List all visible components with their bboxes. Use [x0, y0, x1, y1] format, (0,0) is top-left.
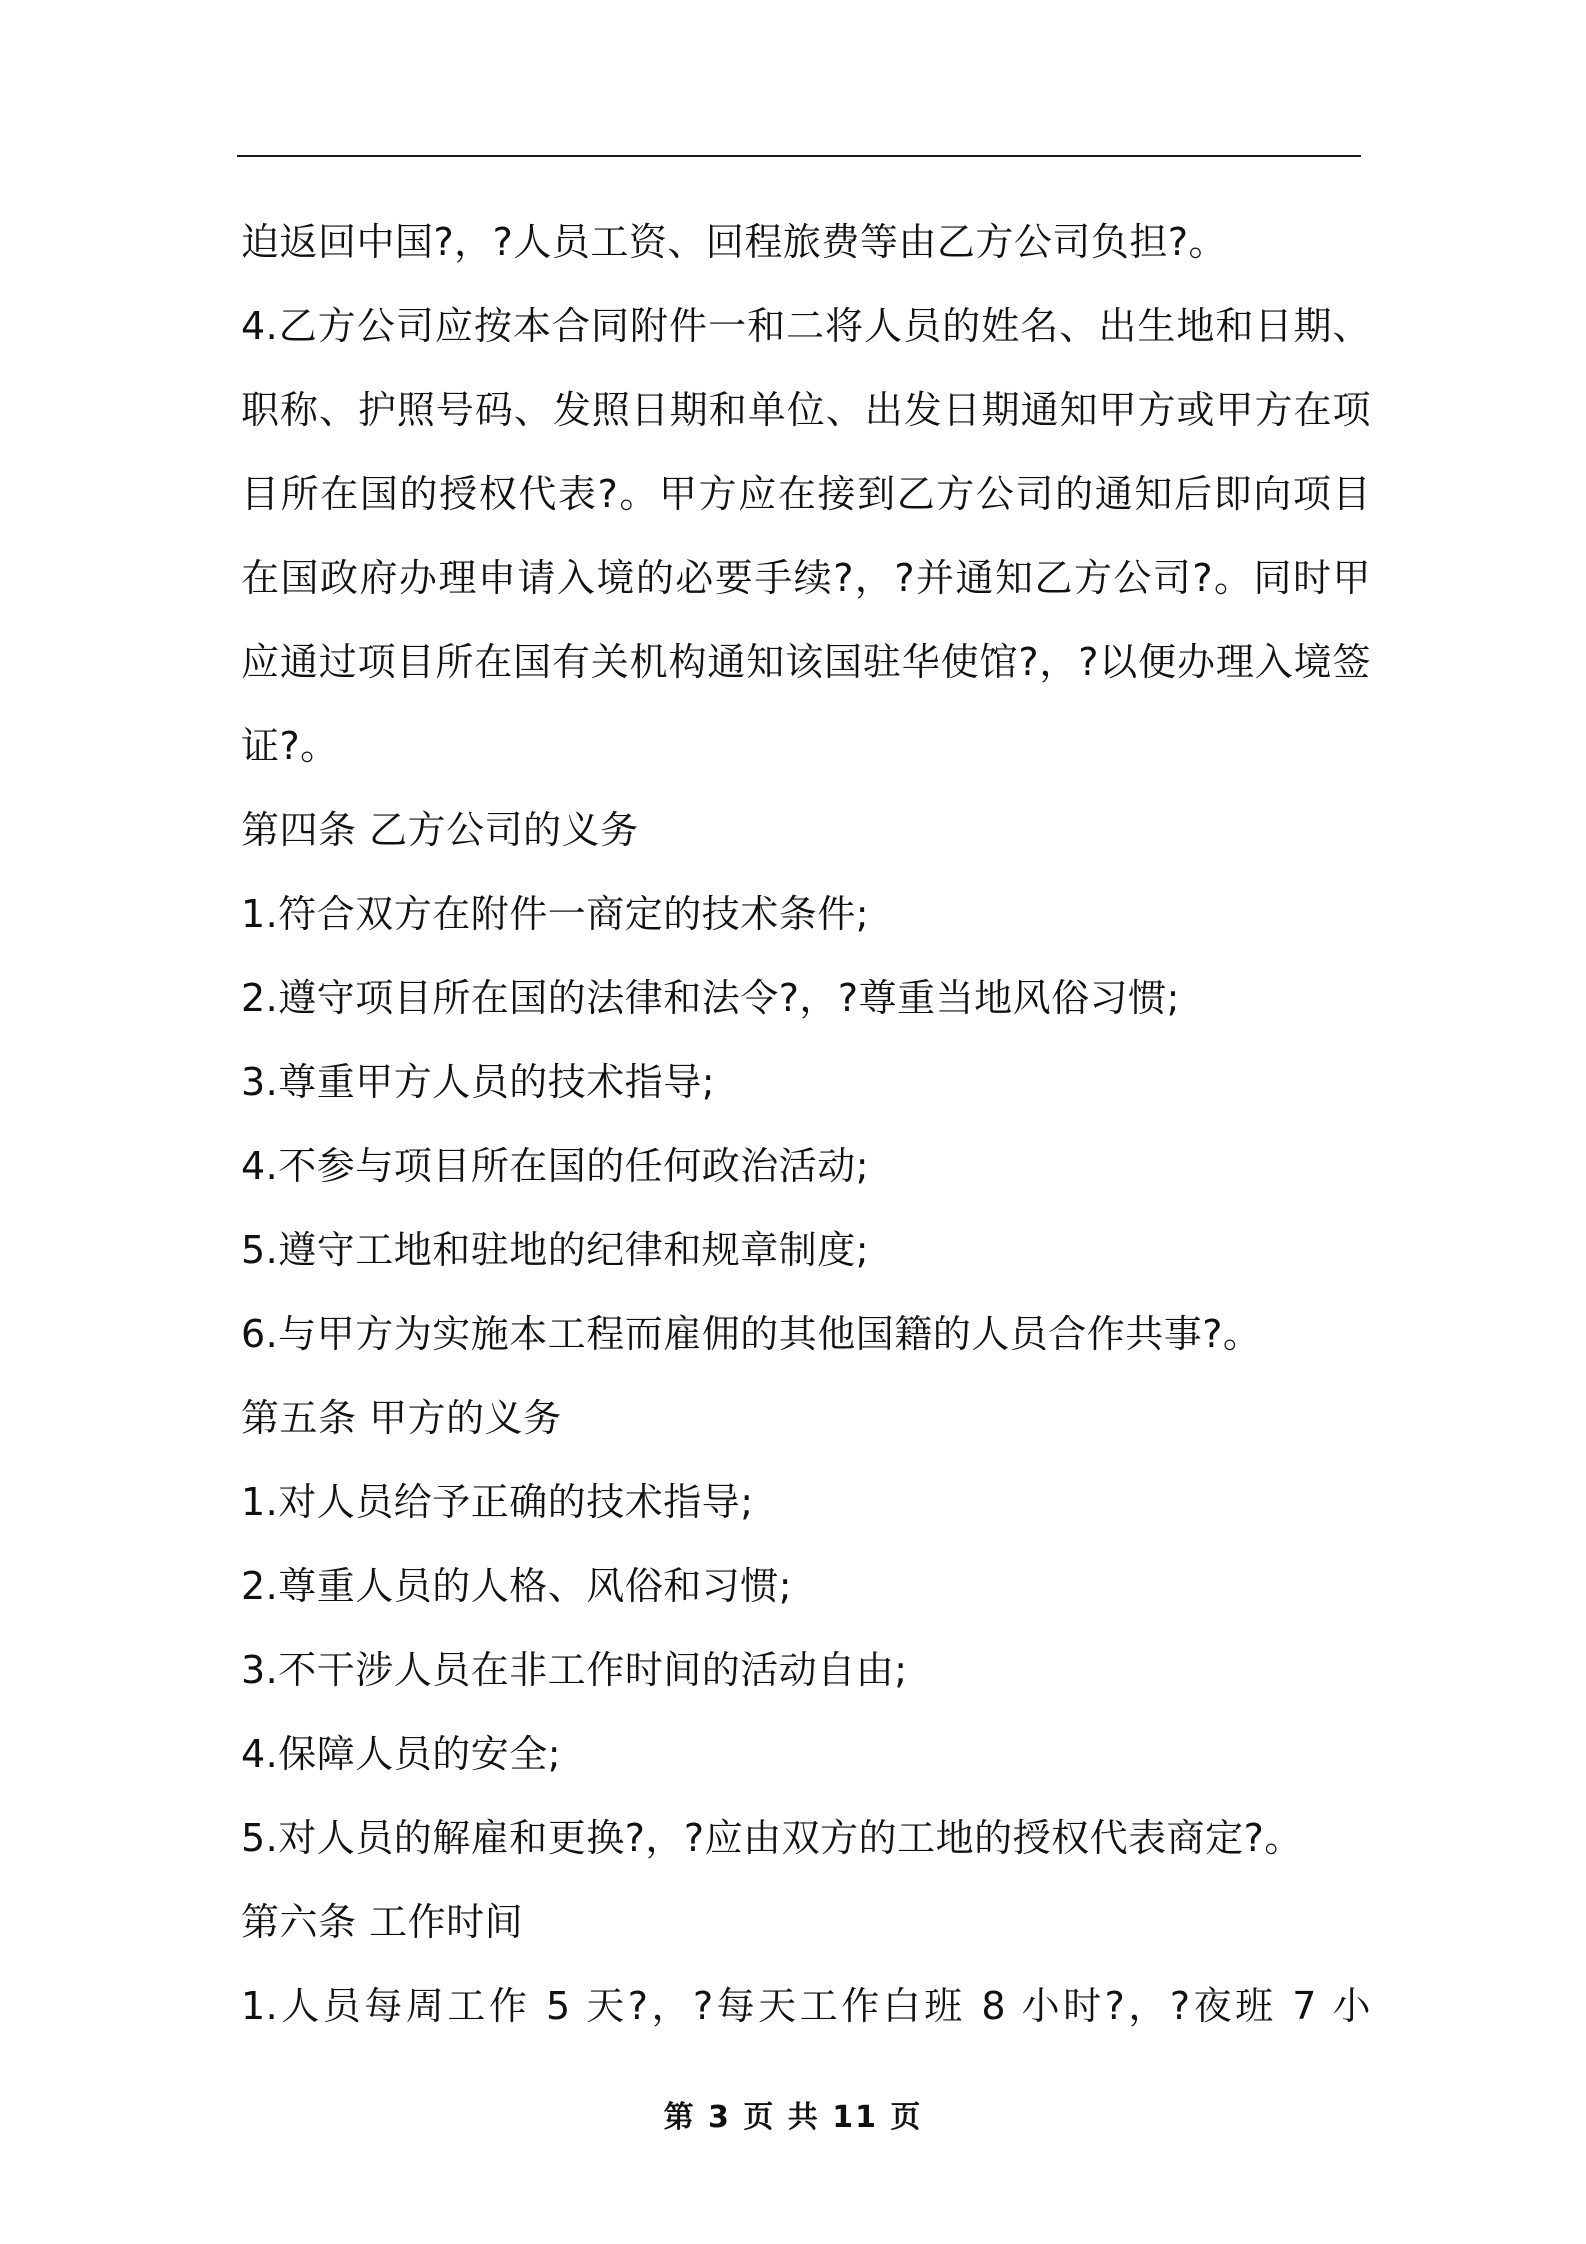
body-line: 目所在国的授权代表?。甲方应在接到乙方公司的通知后即向项目 [241, 472, 1371, 516]
list-item: 2.遵守项目所在国的法律和法令?，?尊重当地风俗习惯; [241, 976, 1180, 1020]
section-heading: 第四条 乙方公司的义务 [241, 808, 639, 852]
list-item: 3.不干涉人员在非工作时间的活动自由; [241, 1648, 908, 1692]
section-heading: 第五条 甲方的义务 [241, 1396, 562, 1440]
list-item: 2.尊重人员的人格、风俗和习惯; [241, 1564, 793, 1608]
body-line: 应通过项目所在国有关机构通知该国驻华使馆?，?以便办理入境签 [241, 640, 1371, 684]
body-line: 4.乙方公司应按本合同附件一和二将人员的姓名、出生地和日期、 [241, 304, 1371, 348]
header-rule [237, 155, 1361, 157]
list-item: 6.与甲方为实施本工程而雇佣的其他国籍的人员合作共事?。 [241, 1312, 1262, 1356]
document-body [241, 200, 1371, 2048]
list-item: 4.保障人员的安全; [241, 1732, 562, 1776]
body-line: 在国政府办理申请入境的必要手续?，?并通知乙方公司?。同时甲 [241, 556, 1371, 600]
body-line: 职称、护照号码、发照日期和单位、出发日期通知甲方或甲方在项 [241, 388, 1371, 432]
body-line: 证?。 [241, 724, 339, 768]
list-item: 1.符合双方在附件一商定的技术条件; [241, 892, 870, 936]
page-number: 第 3 页 共 11 页 [663, 2100, 923, 2135]
list-item: 5.对人员的解雇和更换?，?应由双方的工地的授权代表商定?。 [241, 1816, 1303, 1860]
list-item: 3.尊重甲方人员的技术指导; [241, 1060, 716, 1104]
list-item: 4.不参与项目所在国的任何政治活动; [241, 1144, 870, 1188]
list-item: 5.遵守工地和驻地的纪律和规章制度; [241, 1228, 870, 1272]
list-item: 1.人员每周工作 5 天?，?每天工作白班 8 小时?，?夜班 7 小 [241, 1984, 1371, 2028]
list-item: 1.对人员给予正确的技术指导; [241, 1480, 754, 1524]
body-line: 迫返回中国?，?人员工资、回程旅费等由乙方公司负担?。 [241, 220, 1228, 264]
section-heading: 第六条 工作时间 [241, 1900, 524, 1944]
